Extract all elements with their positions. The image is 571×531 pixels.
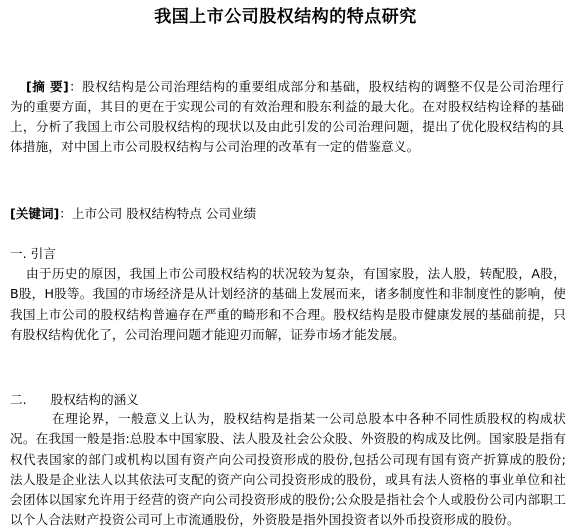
- document-title: 我国上市公司股权结构的特点研究: [154, 7, 417, 27]
- section-heading-definition: 二. 股权结构的涵义: [10, 392, 139, 407]
- section-body-definition: 在理论界，一般意义上认为，股权结构是指某一公司总股本中各种不同性质股权的构成状况。在我国一般是指:总股本中国家股、法人股及社会公众股、外资股的构成及比例。国家股是指有权代表国家的部门或机构以国有资产向公司投资形成的股份,包括公司现有国有资产折算成的股份;法人股是企业法人以其依法可支配的资产向公司投资形成的股份，或具有法人资格的事业单位和社会团体以国家允许用于经营的资产向公司投资形成的股份;公众股是指社会个人或股份公司内部职工以个人合法财产投资公司可上市流通股份，外资股是指外国投资者以外币投资形成的股份。: [10, 411, 566, 528]
- abstract-label: [摘 要]: [26, 79, 70, 94]
- keywords-line: [10, 204, 564, 224]
- abstract-paragraph: [10, 77, 564, 157]
- abstract-text: ：股权结构是公司治理结构的重要组成部分和基础，股权结构的调整不仅是公司治理行为的重要方面，其目的更在于实现公司的有效治理和股东利益的最大化。在对股权结构诠释的基础上，分析了我国上市公司股权结构的现状以及由此引发的公司治理问题，提出了优化股权结构的具体措施，对中国上市公司股权结构与公司治理的改革有一定的借鉴意义。: [10, 79, 564, 154]
- section-heading-introduction: 一. 引言: [10, 246, 56, 261]
- keywords-label: [关键词]: [10, 206, 60, 221]
- keywords-text: ：上市公司 股权结构特点 公司业绩: [59, 206, 257, 221]
- section-body-introduction: 由于历史的原因，我国上市公司股权结构的状况较为复杂，有国家股，法人股，转配股，A股，B股，H股等。我国的市场经济是从计划经济的基础上发展而来，诸多制度性和非制度性的影响，使我国上市公司的股权结构普遍存在严重的畸形和不合理。股权结构是股市健康发展的基础前提，只有股权结构优化了，公司治理问题才能迎刃而解，证券市场才能发展。: [10, 266, 566, 342]
